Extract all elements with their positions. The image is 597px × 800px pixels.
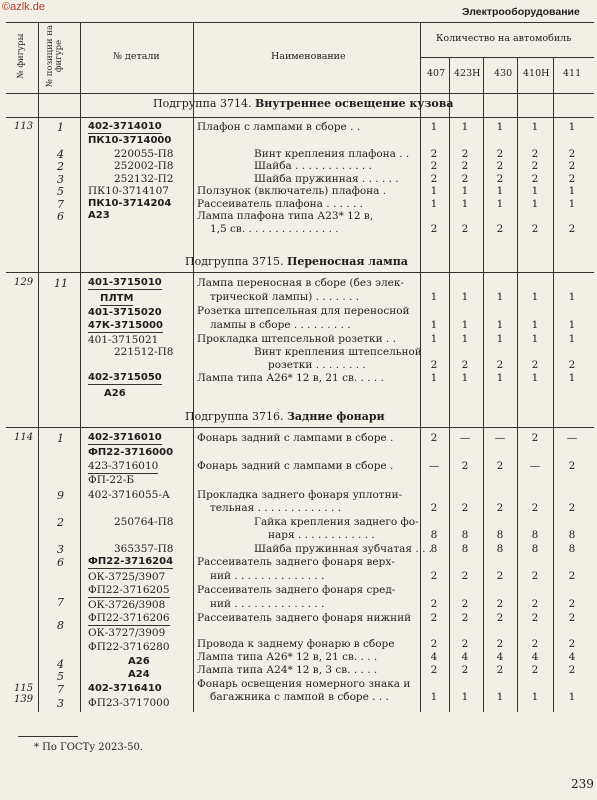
qty-cell: 8	[496, 529, 504, 541]
table-header-rule	[6, 93, 594, 94]
col-divider	[38, 22, 39, 712]
qty-cell: 2	[531, 148, 539, 160]
qty-cell: 2	[568, 570, 576, 582]
part-number: ПК10-3714107	[88, 185, 169, 197]
part-number	[88, 372, 162, 385]
qty-cell: 2	[496, 664, 504, 676]
part-name: Провода к заднему фонарю в сборе	[197, 638, 395, 650]
position-number: 4	[57, 148, 64, 161]
part-name: Прокладка штепсельной розетки . .	[197, 333, 396, 345]
qty-cell: 2	[430, 638, 438, 650]
part-number	[88, 320, 163, 333]
qty-cell: 2	[461, 502, 469, 514]
qty-cell: 2	[461, 359, 469, 371]
subgroup-title: Внутреннее освещение кузова	[254, 97, 454, 110]
header-qty: Количество на автомобиль	[436, 33, 572, 44]
position-number: 1	[57, 121, 64, 134]
qty-cell: —	[529, 460, 541, 472]
qty-cell: 2	[430, 148, 438, 160]
qty-cell: 2	[461, 460, 469, 472]
qty-cell: 8	[531, 543, 539, 555]
subgroup-label: Подгруппа 3714.	[153, 97, 252, 110]
qty-cell: 2	[461, 664, 469, 676]
qty-cell: 8	[430, 543, 438, 555]
qty-cell: 2	[461, 598, 469, 610]
qty-cell: 2	[531, 612, 539, 624]
part-name: тельная . . . . . . . . . . . . .	[210, 502, 342, 514]
subgroup-label: Подгруппа 3715.	[185, 255, 284, 268]
qty-cell: 1	[568, 291, 576, 303]
part-number: 402-3716055-А	[88, 489, 170, 501]
watermark: ©azlk.de	[2, 1, 45, 13]
part-number: ОК-3726/3908	[88, 599, 166, 611]
qty-cell: 1	[461, 291, 469, 303]
qty-cell: 2	[430, 223, 438, 235]
qty-cell: 2	[531, 502, 539, 514]
qty-cell: 1	[461, 185, 469, 197]
header-model: 430	[494, 68, 513, 79]
subgroup-label: Подгруппа 3716.	[185, 410, 284, 423]
page-number: 239	[571, 777, 594, 791]
qty-cell: 8	[531, 529, 539, 541]
qty-cell: 1	[568, 691, 576, 703]
part-number-text: 47К-3715000	[88, 320, 163, 331]
part-number-text: 402-3714010	[88, 121, 162, 132]
subgroup-title: Переносная лампа	[286, 255, 408, 268]
part-number	[88, 612, 170, 626]
qty-cell: 1	[496, 333, 504, 345]
part-number	[88, 556, 173, 569]
part-number: ПК10-3714000	[88, 135, 172, 146]
part-number: 365357-П8	[114, 543, 174, 555]
part-number: ПК10-3714204	[88, 198, 172, 209]
qty-cell: 1	[430, 185, 438, 197]
qty-cell: 2	[531, 223, 539, 235]
part-number-text: 423-3716010	[88, 460, 159, 472]
part-name: Фонарь освещения номерного знака и	[197, 678, 411, 690]
part-number-text: 402-3716010	[88, 432, 162, 443]
part-number	[100, 293, 133, 306]
part-name: Рассеиватель плафона . . . . . .	[197, 198, 363, 210]
qty-cell: 2	[531, 173, 539, 185]
col-divider	[193, 22, 194, 712]
part-number: 221512-П8	[114, 346, 174, 358]
qty-cell: 2	[430, 502, 438, 514]
qty-cell: 1	[496, 121, 504, 133]
part-number: ОК-3725/3907	[88, 571, 166, 583]
qty-cell: 1	[496, 198, 504, 210]
part-number-text: ПЛТМ	[100, 293, 134, 304]
part-name: багажника с лампой в сборе . . .	[210, 691, 389, 703]
qty-cell: 4	[496, 651, 504, 663]
part-name: Лампа плафона типа А23* 12 в,	[197, 210, 374, 222]
part-number-text: ФП22-3716205	[88, 584, 170, 596]
part-number-text: 401-3715010	[88, 277, 162, 288]
part-name: Гайка крепления заднего фо-	[254, 516, 419, 528]
qty-cell: 2	[568, 502, 576, 514]
qty-cell: 2	[496, 223, 504, 235]
position-number: 6	[57, 556, 64, 569]
subgroup-heading	[153, 97, 454, 110]
part-name: лампы в сборе . . . . . . . . .	[210, 319, 351, 331]
qty-cell: 4	[430, 651, 438, 663]
part-name: Лампа типа А26* 12 в, 21 св. . . . .	[197, 372, 384, 384]
part-number: ФП23-3717000	[88, 697, 170, 709]
position-number: 3	[57, 697, 64, 710]
header-model: 407	[427, 68, 446, 79]
qty-cell: 2	[531, 638, 539, 650]
part-number: 250764-П8	[114, 516, 174, 528]
subgroup-heading	[185, 410, 385, 423]
part-number: ФП-22-Б	[88, 474, 135, 486]
qty-cell: 2	[496, 173, 504, 185]
subgroup-heading	[185, 255, 408, 268]
qty-cell: 2	[496, 612, 504, 624]
part-name: Фонарь задний с лампами в сборе .	[197, 460, 394, 472]
section-rule	[6, 427, 594, 428]
part-name: ний . . . . . . . . . . . . . .	[210, 598, 325, 610]
part-name: Шайба . . . . . . . . . . . .	[254, 160, 372, 172]
position-number: 8	[57, 619, 64, 632]
part-number: 401-3715020	[88, 307, 162, 318]
qty-cell: 1	[531, 691, 539, 703]
part-name: Плафон с лампами в сборе . .	[197, 121, 361, 133]
qty-cell: 2	[430, 664, 438, 676]
qty-cell: 2	[568, 160, 576, 172]
col-divider	[449, 57, 450, 712]
qty-cell: 2	[430, 160, 438, 172]
position-number: 11	[54, 277, 68, 290]
qty-cell: 2	[496, 160, 504, 172]
part-name: трической лампы) . . . . . . .	[210, 291, 360, 303]
part-number-text: 402-3715050	[88, 372, 162, 383]
qty-cell: 1	[430, 291, 438, 303]
qty-cell: 2	[461, 173, 469, 185]
part-name: Ползунок (включатель) плафона .	[197, 185, 387, 197]
col-divider	[420, 22, 421, 712]
header-figure-no: № фигуры	[16, 33, 26, 79]
part-number-text: ФП22-3716204	[88, 556, 174, 567]
qty-cell: 1	[568, 185, 576, 197]
part-name: Рассеиватель заднего фонаря сред-	[197, 584, 396, 596]
part-number: А26	[128, 656, 150, 667]
qty-cell: 1	[430, 333, 438, 345]
qty-cell: —	[566, 432, 578, 444]
qty-cell: 1	[496, 291, 504, 303]
qty-cell: 2	[430, 359, 438, 371]
part-name: Винт крепления плафона . .	[254, 148, 410, 160]
qty-cell: 1	[430, 198, 438, 210]
qty-cell: 1	[461, 121, 469, 133]
part-name: Рассеиватель заднего фонаря верх-	[197, 556, 395, 568]
part-number	[88, 277, 162, 290]
qty-cell: 2	[531, 598, 539, 610]
part-number	[88, 460, 158, 474]
part-number: 252132-П2	[114, 173, 174, 185]
part-name: ний . . . . . . . . . . . . . .	[210, 570, 325, 582]
qty-cell: 2	[496, 570, 504, 582]
qty-cell: —	[428, 460, 440, 472]
qty-cell: 1	[531, 333, 539, 345]
qty-cell: 1	[430, 691, 438, 703]
section-rule	[6, 272, 594, 273]
position-number: 3	[57, 173, 64, 186]
running-header: Электрооборудование	[462, 6, 580, 18]
part-number	[88, 584, 170, 598]
qty-cell: 4	[568, 651, 576, 663]
qty-cell: 2	[568, 148, 576, 160]
qty-cell: 2	[496, 148, 504, 160]
position-number: 7	[57, 596, 64, 609]
qty-cell: 1	[461, 372, 469, 384]
qty-cell: 1	[531, 185, 539, 197]
header-part-no: № детали	[113, 51, 160, 62]
position-number: 5	[57, 670, 64, 683]
qty-cell: 2	[430, 612, 438, 624]
qty-cell: 2	[461, 160, 469, 172]
figure-number: 114	[14, 432, 34, 443]
qty-cell: 2	[461, 612, 469, 624]
qty-cell: 2	[430, 570, 438, 582]
qty-cell: 1	[461, 333, 469, 345]
header-model: 411	[563, 68, 582, 79]
qty-cell: 2	[568, 664, 576, 676]
qty-cell: 2	[496, 598, 504, 610]
qty-cell: 1	[430, 121, 438, 133]
part-number: 220055-П8	[114, 148, 174, 160]
footnote-rule	[18, 736, 78, 737]
qty-cell: 2	[496, 638, 504, 650]
part-name: Розетка штепсельная для переносной	[197, 305, 410, 317]
col-divider	[517, 57, 518, 712]
qty-cell: 2	[430, 432, 438, 444]
part-name: наря . . . . . . . . . . . .	[268, 529, 375, 541]
qty-cell: 2	[531, 570, 539, 582]
part-number: ФП22-3716280	[88, 641, 170, 653]
part-name: Фонарь задний с лампами в сборе .	[197, 432, 394, 444]
position-number: 9	[57, 489, 64, 502]
part-number	[88, 121, 162, 134]
footnote: * По ГОСТу 2023-50.	[34, 742, 144, 753]
position-number: 2	[57, 160, 64, 173]
qty-cell: 2	[568, 173, 576, 185]
part-name: Винт крепления штепсельной	[254, 346, 422, 358]
qty-cell: 1	[568, 333, 576, 345]
qty-cell: 2	[568, 638, 576, 650]
qty-cell: 1	[496, 691, 504, 703]
part-number: 401-3715021	[88, 334, 159, 346]
position-number: 6	[57, 210, 64, 223]
position-number: 3	[57, 543, 64, 556]
qty-cell: 2	[430, 173, 438, 185]
figure-number: 129	[14, 277, 34, 288]
position-number: 7	[57, 683, 64, 696]
figure-number: 113	[14, 121, 34, 132]
figure-number: 139	[14, 694, 34, 705]
qty-cell: 1	[496, 319, 504, 331]
part-name: 1,5 св. . . . . . . . . . . . . . .	[210, 223, 339, 235]
qty-cell: 1	[568, 372, 576, 384]
qty-cell: 1	[430, 372, 438, 384]
qty-cell: 8	[430, 529, 438, 541]
qty-cell: 2	[461, 638, 469, 650]
qty-cell: 1	[568, 121, 576, 133]
col-divider	[483, 57, 484, 712]
qty-cell: 4	[531, 651, 539, 663]
position-number: 2	[57, 516, 64, 529]
qty-cell: 1	[496, 372, 504, 384]
qty-cell: 1	[461, 691, 469, 703]
qty-cell: 2	[430, 598, 438, 610]
part-number: ОК-3727/3909	[88, 627, 166, 639]
qty-cell: —	[459, 432, 471, 444]
qty-cell: 2	[461, 570, 469, 582]
qty-cell: 2	[461, 223, 469, 235]
part-number	[88, 432, 162, 445]
qty-cell: 4	[461, 651, 469, 663]
qty-cell: 2	[568, 460, 576, 472]
qty-cell: 8	[496, 543, 504, 555]
qty-cell: 2	[531, 664, 539, 676]
qty-cell: 2	[568, 223, 576, 235]
part-number: 402-3716410	[88, 683, 162, 694]
position-number: 1	[57, 432, 64, 445]
part-number: 252002-П8	[114, 160, 174, 172]
qty-cell: 1	[531, 291, 539, 303]
position-number: 7	[57, 198, 64, 211]
qty-cell: 1	[430, 319, 438, 331]
subgroup-title: Задние фонари	[286, 410, 385, 423]
part-number: ФП22-3716000	[88, 447, 174, 458]
col-divider	[553, 57, 554, 712]
qty-cell: 8	[568, 543, 576, 555]
col-divider	[80, 22, 81, 712]
part-name: розетки . . . . . . . .	[268, 359, 366, 371]
qty-cell: 8	[568, 529, 576, 541]
qty-cell: 2	[568, 612, 576, 624]
position-number: 5	[57, 185, 64, 198]
qty-cell: 2	[496, 460, 504, 472]
header-name: Наименование	[271, 51, 346, 62]
part-name: Лампа переносная в сборе (без элек-	[197, 277, 404, 289]
part-name: Прокладка заднего фонаря уплотни-	[197, 489, 403, 501]
part-number-text: ФП22-3716206	[88, 612, 170, 624]
qty-cell: 1	[531, 198, 539, 210]
qty-cell: 2	[461, 148, 469, 160]
part-name: Рассеиватель заднего фонаря нижний	[197, 612, 412, 624]
qty-cell: 1	[568, 198, 576, 210]
header-position-no: № позиции на фигуре	[45, 24, 64, 88]
qty-cell: 2	[496, 502, 504, 514]
qty-cell: 2	[568, 359, 576, 371]
section-rule	[6, 117, 594, 118]
part-name: Шайба пружинная зубчатая . . .	[254, 543, 433, 555]
qty-cell: 2	[531, 359, 539, 371]
part-number: А23	[88, 210, 110, 221]
qty-header-rule	[420, 57, 594, 58]
figure-number: 115	[14, 683, 34, 694]
qty-cell: 1	[531, 121, 539, 133]
qty-cell: 1	[568, 319, 576, 331]
qty-cell: 2	[568, 598, 576, 610]
qty-cell: 1	[461, 198, 469, 210]
qty-cell: 1	[496, 185, 504, 197]
part-name: Шайба пружинная . . . . . .	[254, 173, 399, 185]
qty-cell: 8	[461, 529, 469, 541]
header-model: 410Н	[523, 68, 550, 79]
qty-cell: 1	[531, 372, 539, 384]
part-number: А26	[104, 388, 126, 399]
position-number: 4	[57, 658, 64, 671]
table-top-rule	[6, 22, 594, 23]
header-model: 423Н	[454, 68, 481, 79]
part-number: А24	[128, 669, 150, 680]
part-name: Лампа типа А24* 12 в, 3 св. . . . .	[197, 664, 378, 676]
part-name: Лампа типа А26* 12 в, 21 св. . . .	[197, 651, 378, 663]
qty-cell: 2	[531, 432, 539, 444]
qty-cell: 2	[496, 359, 504, 371]
qty-cell: —	[494, 432, 506, 444]
qty-cell: 1	[461, 319, 469, 331]
qty-cell: 1	[531, 319, 539, 331]
qty-cell: 8	[461, 543, 469, 555]
qty-cell: 2	[531, 160, 539, 172]
